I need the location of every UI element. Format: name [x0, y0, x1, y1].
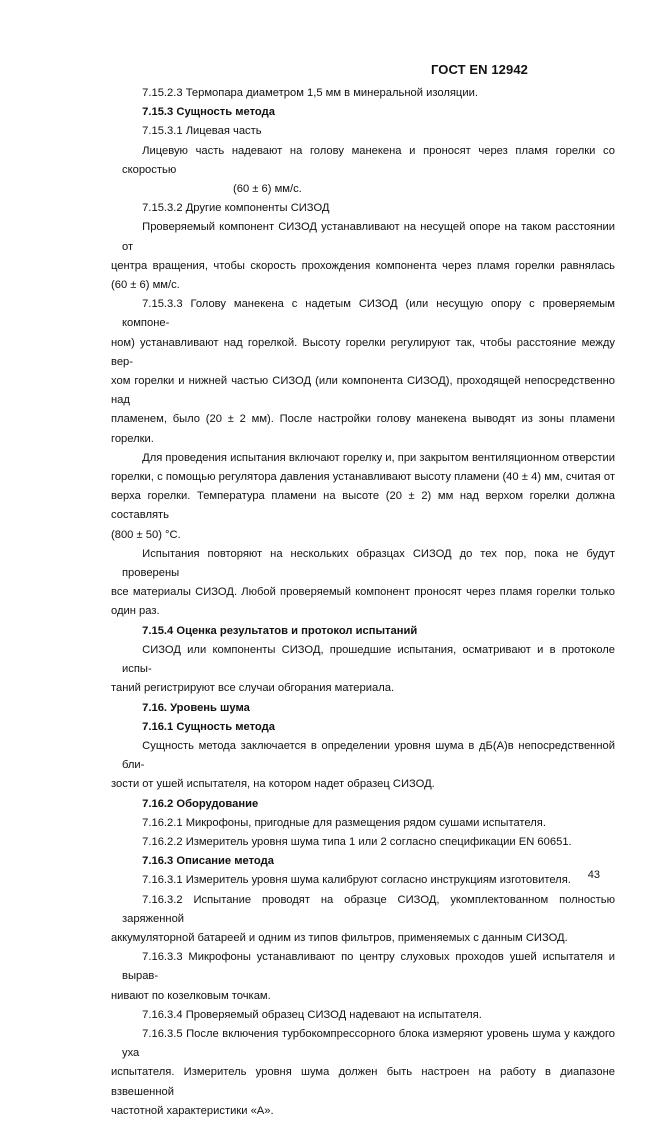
- line-7-16-3-1: 7.16.3.1 Измеритель уровня шума калибруют согласно инструкциям изготовителя.: [142, 874, 571, 887]
- heading-7-15-4: 7.15.4 Оценка результатов и протокол испытаний: [142, 624, 418, 637]
- line-7-16-3-5: 7.16.3.5 После включения турбокомпрессорного блока измеряют уровень шума у каждого уха: [122, 1027, 615, 1060]
- text-line: (60 ± 6) мм/с.: [233, 183, 302, 196]
- text-line: нивают по козелковым точкам.: [111, 989, 271, 1002]
- text-line: Для проведения испытания включают горелку и, при закрытом вентиляционном отверстии: [142, 451, 615, 464]
- text-line: Сущность метода заключается в определении уровня шума в дБ(А)в непосредственной бли-: [122, 739, 615, 772]
- text-line: все материалы СИЗОД. Любой проверяемый компонент проносят через пламя горелки только: [111, 586, 615, 599]
- line-7-15-3-1: 7.15.3.1 Лицевая часть: [142, 125, 262, 138]
- line-7-16-3-4: 7.16.3.4 Проверяемый образец СИЗОД надевают на испытателя.: [142, 1008, 482, 1021]
- text-line: Испытания повторяют на нескольких образцах СИЗОД до тех пор, пока не будут проверены: [122, 547, 615, 580]
- heading-7-16: 7.16. Уровень шума: [142, 701, 250, 714]
- line-7-16-3-2: 7.16.3.2 Испытание проводят на образце СИЗОД, укомплектованном полностью заряженной: [122, 893, 615, 925]
- heading-7-15-3: 7.15.3 Сущность метода: [142, 106, 275, 119]
- heading-7-16-1: 7.16.1 Сущность метода: [142, 720, 275, 733]
- text-line: зости от ушей испытателя, на котором надет образец СИЗОД.: [111, 778, 435, 791]
- page-number: 43: [587, 869, 600, 881]
- line-7-15-3-3: 7.15.3.3 Голову манекена с надетым СИЗОД (или несущую опору с проверяемым компоне-: [122, 298, 615, 330]
- text-line: центра вращения, чтобы скорость прохождения компонента через пламя горелки равнялась: [111, 259, 615, 272]
- line-7-16-2-1: 7.16.2.1 Микрофоны, пригодные для размещения рядом сушами испытателя.: [142, 816, 546, 829]
- text-line: испытателя. Измеритель уровня шума должен быть настроен на работу в диапазоне взвешенной: [111, 1066, 615, 1098]
- line-7-16-3-3: 7.16.3.3 Микрофоны устанавливают по центру слуховых проходов ушей испытателя и вырав-: [122, 951, 615, 983]
- text-line: таний регистрируют все случаи обгорания материала.: [111, 682, 395, 695]
- text-line: СИЗОД или компоненты СИЗОД, прошедшие испытания, осматривают и в протоколе испы-: [122, 643, 615, 676]
- text-line: (800 ± 50) °С.: [111, 528, 181, 541]
- heading-7-16-2: 7.16.2 Оборудование: [142, 797, 259, 810]
- heading-7-16-3: 7.16.3 Описание метода: [142, 855, 274, 868]
- text-line: хом горелки и нижней частью СИЗОД (или компонента СИЗОД), проходящей непосредственно над: [111, 375, 615, 407]
- text-line: Проверяемый компонент СИЗОД устанавливают на несущей опоре на таком расстоянии от: [122, 221, 615, 253]
- text-line: пламенем, было (20 ± 2 мм). После настройки голову манекена выводят из зоны пламени горелки.: [111, 413, 615, 445]
- text-line: аккумуляторной батареей и одним из типов фильтров, применяемых с данным СИЗОД.: [111, 931, 568, 944]
- text-line: частотной характеристики «А».: [111, 1104, 274, 1117]
- text-line: один раз.: [111, 605, 160, 618]
- line-7-15-2-3: 7.15.2.3 Термопара диаметром 1,5 мм в минеральной изоляции.: [142, 87, 478, 99]
- text-line: ном) устанавливают над горелкой. Высоту горелки регулируют так, чтобы расстояние между вер-: [111, 336, 615, 368]
- text-line: (60 ± 6) мм/с.: [111, 279, 180, 292]
- line-7-15-3-2: 7.15.3.2 Другие компоненты СИЗОД: [142, 202, 330, 215]
- text-line: верха горелки. Температура пламени на высоте (20 ± 2) мм над верхом горелки должна составлять: [111, 490, 615, 522]
- text-line: Лицевую часть надевают на голову манекена и проносят через пламя горелки со скоростью: [122, 144, 615, 176]
- standard-header: ГОСТ EN 12942: [430, 62, 528, 77]
- line-7-16-2-2: 7.16.2.2 Измеритель уровня шума типа 1 или 2 согласно спецификации EN 60651.: [142, 835, 572, 848]
- document-body: [111, 84, 615, 1121]
- text-line: горелки, с помощью регулятора давления устанавливают высоту пламени (40 ± 4) мм, считая от: [111, 471, 615, 484]
